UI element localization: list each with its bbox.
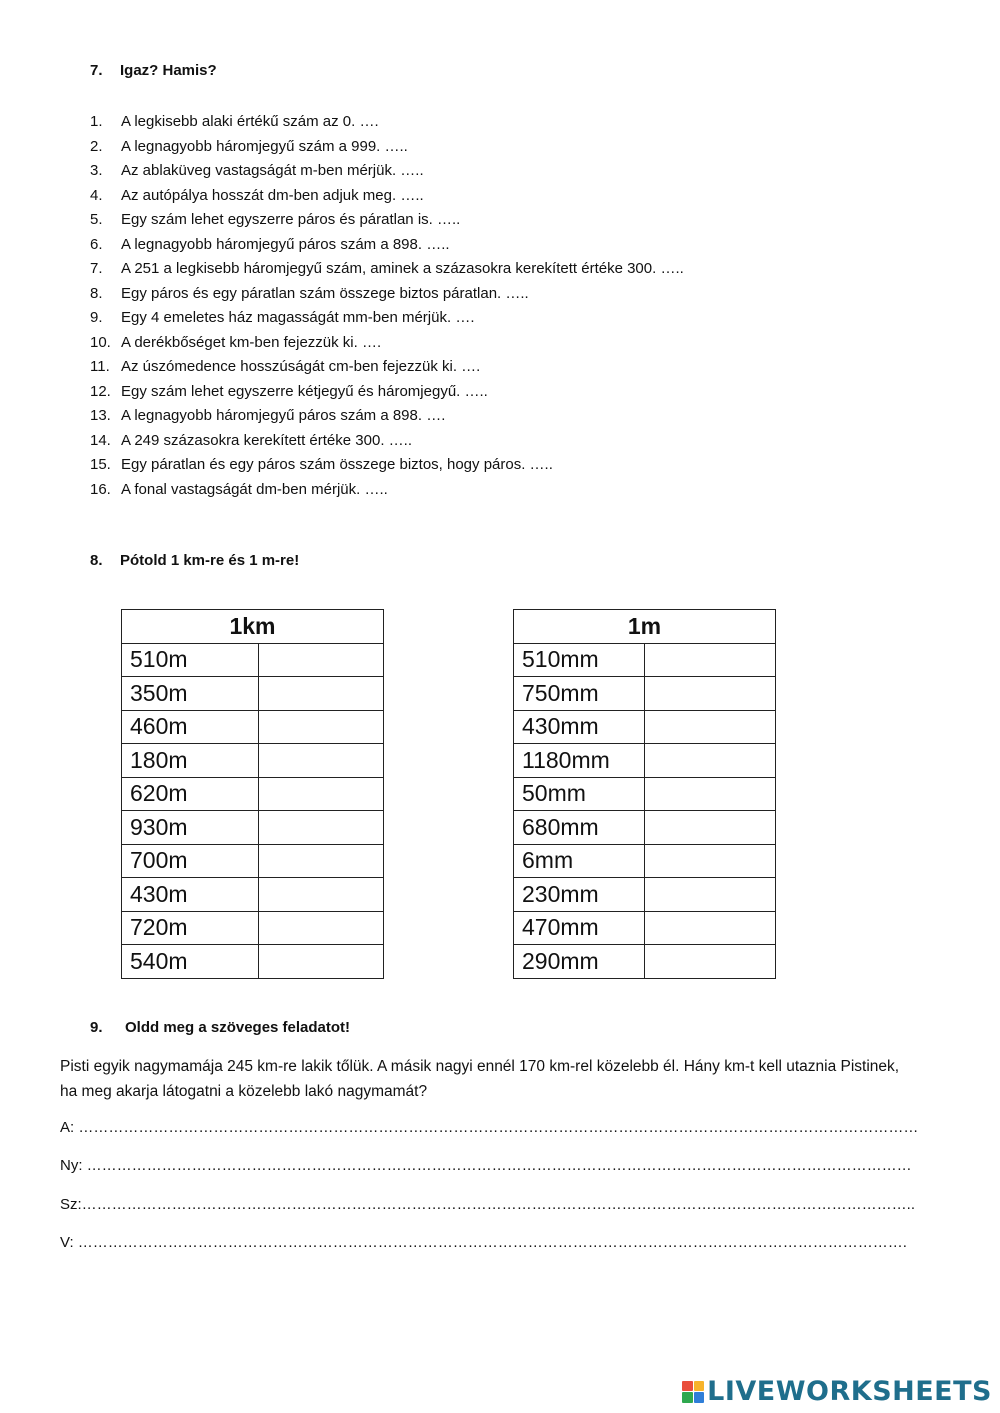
section-number: 8. bbox=[90, 552, 103, 569]
answer-cell bbox=[645, 945, 776, 979]
item-text[interactable]: Az úszómedence hosszúságát cm-ben fejezzük ki. …. bbox=[121, 358, 481, 375]
answer-line-a[interactable]: A: …………………………………………………………………………………………………………………………………………………… bbox=[60, 1119, 919, 1136]
answer-input[interactable] bbox=[259, 712, 383, 742]
table-row bbox=[122, 744, 384, 778]
word-problem-text: Pisti egyik nagymamája 245 km-re lakik tőlük. A másik nagyi ennél 170 km-rel közelebb él. Hány km-t kell utaznia Pistinek, ha meg akarja látogatni a közelebb lakó nagymamát? bbox=[60, 1058, 900, 1100]
table-row bbox=[122, 945, 384, 979]
given-value-cell: 540m bbox=[122, 945, 259, 979]
item-text[interactable]: Egy szám lehet egyszerre kétjegyű és háromjegyű. ….. bbox=[121, 382, 488, 400]
answer-input[interactable] bbox=[645, 779, 775, 809]
answer-cell bbox=[645, 911, 776, 945]
list-item bbox=[90, 110, 684, 135]
answer-line-sz[interactable]: Sz:………………………………………………………………………………………………………………………………………………….. bbox=[60, 1196, 916, 1213]
given-value-cell: 290mm bbox=[514, 945, 645, 979]
answer-input[interactable] bbox=[259, 880, 383, 910]
table-row bbox=[122, 777, 384, 811]
given-value-cell: 470mm bbox=[514, 911, 645, 945]
answer-cell bbox=[645, 643, 776, 677]
table-row bbox=[514, 811, 776, 845]
given-value-cell: 6mm bbox=[514, 844, 645, 878]
list-item bbox=[90, 429, 684, 454]
table-header-1m: 1m bbox=[514, 610, 776, 644]
list-item bbox=[90, 184, 684, 209]
item-number: 16. bbox=[90, 480, 111, 498]
table-row bbox=[514, 878, 776, 912]
answer-cell bbox=[645, 677, 776, 711]
given-value-cell: 930m bbox=[122, 811, 259, 845]
answer-cell bbox=[645, 777, 776, 811]
list-item bbox=[90, 380, 684, 405]
answer-line-v[interactable]: V: …………………………………………………………………………………………………………………………………………………. bbox=[60, 1234, 907, 1251]
table-row bbox=[122, 643, 384, 677]
section-title-text: Igaz? Hamis? bbox=[120, 62, 217, 79]
answer-cell bbox=[645, 710, 776, 744]
answer-cell bbox=[259, 777, 384, 811]
item-number: 1. bbox=[90, 113, 103, 130]
answer-cell bbox=[645, 744, 776, 778]
table-row bbox=[514, 744, 776, 778]
brand-wordmark: LIVEWORKSHEETS bbox=[707, 1376, 992, 1407]
section-number: 9. bbox=[90, 1019, 103, 1036]
list-item bbox=[90, 282, 684, 307]
m-conversion-table bbox=[513, 609, 776, 979]
item-number: 8. bbox=[90, 284, 103, 302]
list-item bbox=[90, 233, 684, 258]
item-number: 11. bbox=[90, 358, 110, 375]
item-text[interactable]: A legkisebb alaki értékű szám az 0. …. bbox=[121, 113, 379, 130]
answer-input[interactable] bbox=[645, 712, 775, 742]
answer-input[interactable] bbox=[645, 880, 775, 910]
section-number: 7. bbox=[90, 62, 103, 79]
liveworksheets-logo-icon bbox=[682, 1381, 704, 1403]
given-value-cell: 430m bbox=[122, 878, 259, 912]
answer-input[interactable] bbox=[645, 947, 775, 977]
item-number: 10. bbox=[90, 333, 111, 351]
table-row bbox=[514, 844, 776, 878]
item-text[interactable]: Egy páratlan és egy páros szám összege biztos, hogy páros. ….. bbox=[121, 456, 553, 473]
table-row bbox=[514, 945, 776, 979]
logo-tile bbox=[694, 1381, 705, 1392]
item-number: 3. bbox=[90, 162, 103, 179]
list-item bbox=[90, 306, 684, 331]
answer-input[interactable] bbox=[645, 746, 775, 776]
item-number: 5. bbox=[90, 211, 103, 228]
given-value-cell: 700m bbox=[122, 844, 259, 878]
answer-input[interactable] bbox=[645, 679, 775, 709]
item-number: 7. bbox=[90, 260, 103, 277]
answer-cell bbox=[645, 878, 776, 912]
answer-input[interactable] bbox=[259, 679, 383, 709]
answer-input[interactable] bbox=[259, 746, 383, 776]
answer-cell bbox=[645, 811, 776, 845]
answer-cell bbox=[645, 844, 776, 878]
item-text[interactable]: A 249 százasokra kerekített értéke 300. ….. bbox=[121, 431, 412, 449]
item-text[interactable]: Egy páros és egy páratlan szám összege biztos páratlan. ….. bbox=[121, 284, 529, 302]
item-text[interactable]: A fonal vastagságát dm-ben mérjük. ….. bbox=[121, 480, 388, 498]
given-value-cell: 180m bbox=[122, 744, 259, 778]
answer-cell bbox=[259, 811, 384, 845]
section-8-title bbox=[90, 552, 299, 569]
given-value-cell: 680mm bbox=[514, 811, 645, 845]
table-row bbox=[514, 643, 776, 677]
item-number: 14. bbox=[90, 431, 111, 449]
section-9-title bbox=[90, 1019, 350, 1036]
item-text[interactable]: A legnagyobb háromjegyű szám a 999. ….. bbox=[121, 137, 408, 155]
given-value-cell: 620m bbox=[122, 777, 259, 811]
item-number: 6. bbox=[90, 235, 103, 253]
table-row bbox=[514, 677, 776, 711]
given-value-cell: 1180mm bbox=[514, 744, 645, 778]
item-number: 12. bbox=[90, 382, 111, 400]
item-text[interactable]: Az ablaküveg vastagságát m-ben mérjük. ….. bbox=[121, 162, 424, 179]
list-item bbox=[90, 208, 684, 233]
answer-input[interactable] bbox=[259, 846, 383, 876]
given-value-cell: 430mm bbox=[514, 710, 645, 744]
item-text[interactable]: A derékbőséget km-ben fejezzük ki. …. bbox=[121, 333, 382, 351]
answer-input[interactable] bbox=[259, 645, 383, 675]
item-text[interactable]: A 251 a legkisebb háromjegyű szám, aminek a százasokra kerekített értéke 300. ….. bbox=[121, 260, 684, 277]
list-item bbox=[90, 478, 684, 503]
answer-input[interactable] bbox=[645, 645, 775, 675]
list-item bbox=[90, 453, 684, 478]
answer-input[interactable] bbox=[645, 813, 775, 843]
table-row bbox=[122, 911, 384, 945]
answer-input[interactable] bbox=[645, 846, 775, 876]
given-value-cell: 510m bbox=[122, 643, 259, 677]
item-number: 13. bbox=[90, 407, 111, 424]
answer-cell bbox=[259, 911, 384, 945]
answer-line-ny[interactable]: Ny: ………………………………………………………………………………………………………………………………………………… bbox=[60, 1157, 912, 1174]
list-item bbox=[90, 331, 684, 356]
liveworksheets-brand bbox=[682, 1376, 992, 1407]
table-row bbox=[122, 878, 384, 912]
table-row bbox=[122, 811, 384, 845]
answer-cell bbox=[259, 744, 384, 778]
table-row bbox=[514, 710, 776, 744]
table-header-1km: 1km bbox=[122, 610, 384, 644]
given-value-cell: 350m bbox=[122, 677, 259, 711]
true-false-list bbox=[90, 110, 684, 502]
section-title-text: Pótold 1 km-re és 1 m-re! bbox=[120, 552, 300, 569]
answer-input[interactable] bbox=[259, 779, 383, 809]
list-item bbox=[90, 257, 684, 282]
given-value-cell: 720m bbox=[122, 911, 259, 945]
logo-tile bbox=[694, 1392, 705, 1403]
answer-input[interactable] bbox=[259, 813, 383, 843]
answer-cell bbox=[259, 677, 384, 711]
item-number: 15. bbox=[90, 456, 111, 473]
answer-cell bbox=[259, 643, 384, 677]
table-row bbox=[122, 844, 384, 878]
logo-tile bbox=[682, 1392, 693, 1403]
answer-cell bbox=[259, 710, 384, 744]
given-value-cell: 750mm bbox=[514, 677, 645, 711]
answer-cell bbox=[259, 878, 384, 912]
given-value-cell: 510mm bbox=[514, 643, 645, 677]
answer-cell bbox=[259, 945, 384, 979]
given-value-cell: 50mm bbox=[514, 777, 645, 811]
item-text[interactable]: Egy szám lehet egyszerre páros és páratlan is. ….. bbox=[121, 211, 461, 228]
answer-cell bbox=[259, 844, 384, 878]
item-number: 2. bbox=[90, 137, 103, 155]
km-conversion-table bbox=[121, 609, 384, 979]
section-7-title bbox=[90, 62, 217, 79]
list-item bbox=[90, 135, 684, 160]
table-row bbox=[514, 777, 776, 811]
logo-tile bbox=[682, 1381, 693, 1392]
section-title-text: Oldd meg a szöveges feladatot! bbox=[125, 1019, 351, 1036]
list-item bbox=[90, 404, 684, 429]
table-row bbox=[514, 911, 776, 945]
item-text[interactable]: A legnagyobb háromjegyű páros szám a 898. ….. bbox=[121, 235, 450, 253]
answer-input[interactable] bbox=[645, 913, 775, 943]
answer-input[interactable] bbox=[259, 947, 383, 977]
list-item bbox=[90, 355, 684, 380]
item-text[interactable]: A legnagyobb háromjegyű páros szám a 898. …. bbox=[121, 407, 446, 424]
item-text[interactable]: Egy 4 emeletes ház magasságát mm-ben mérjük. …. bbox=[121, 309, 475, 326]
table-row bbox=[122, 677, 384, 711]
given-value-cell: 230mm bbox=[514, 878, 645, 912]
table-row bbox=[122, 710, 384, 744]
given-value-cell: 460m bbox=[122, 710, 259, 744]
item-number: 9. bbox=[90, 309, 103, 326]
item-number: 4. bbox=[90, 186, 103, 204]
list-item bbox=[90, 159, 684, 184]
answer-input[interactable] bbox=[259, 913, 383, 943]
item-text[interactable]: Az autópálya hosszát dm-ben adjuk meg. ….. bbox=[121, 186, 424, 204]
